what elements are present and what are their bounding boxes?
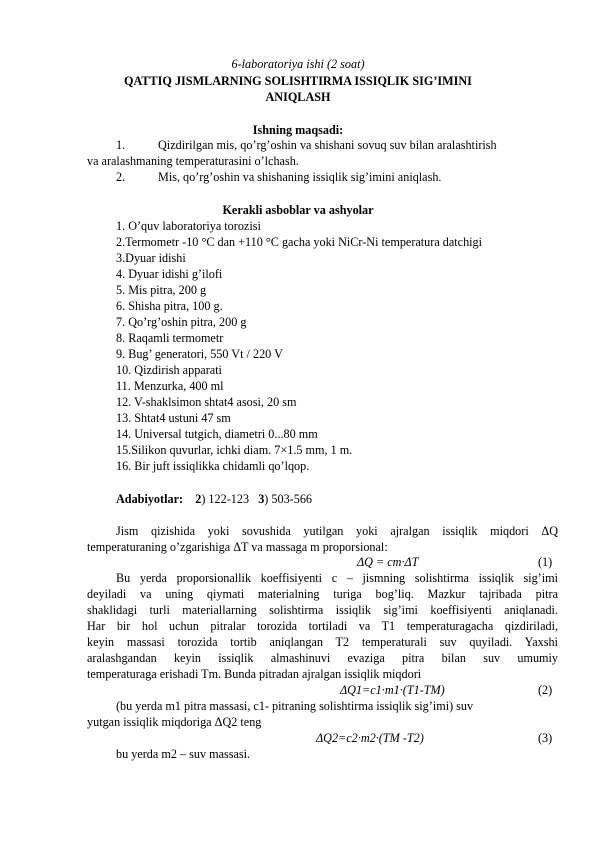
equipment-item: 14. Universal tutgich, diametri 0...80 mm [116,427,318,441]
equipment-item: 3.Dyuar idishi [116,251,186,265]
literature-ref-pages: ) 122-123 [201,492,250,506]
equipment-item: 5. Mis pitra, 200 g [116,283,207,297]
equation-3: ΔQ2=c2·m2·(TM -T2) [316,731,424,745]
equipment-item: 13. Shtat4 ustuni 47 sm [116,411,231,425]
equipment-item: 8. Raqamli termometr [116,331,224,345]
literature-ref-pages: ) 503-566 [264,492,313,506]
paragraph-line: aralashgandan keyin issiqlik almashinuvi evaziga pitra bilan suv umumiy [87,651,558,665]
equipment-item: 10. Qizdirish apparati [116,363,222,377]
aim-item-text: Qizdirilgan mis, qo’rg’oshin va shishani sovuq suv bilan aralashtirish [158,138,497,152]
paragraph-line: (bu yerda m1 pitra massasi, c1- pitraning solishtirma issiqlik sig’imi) suv [116,699,474,713]
paragraph-line: Har bir hol uchun pitralar torozida tortiladi va T1 temperaturagacha qizdiriladi, [87,619,558,633]
page-title-line2: ANIQLASH [265,90,331,104]
literature-line [116,492,312,506]
literature-ref-number: 3 [258,492,265,506]
paragraph-line: temperaturaga erishadi Tm. Bunda pitradan ajralgan issiqlik miqdori [87,667,422,681]
paragraph-line: deyiladi va uning qiymati materialning turiga bog’liq. Mazkur tajribada pitra [87,587,558,601]
aim-item-number: 2. [116,170,126,184]
paragraph-line: Bu yerda proporsionallik koeffisiyenti c – jismning solishtirma issiqlik sig’imi [116,571,558,585]
paragraph-line: temperaturaning o’zgarishiga ΔT va massaga m proporsional: [87,540,388,554]
equipment-item: 4. Dyuar idishi g’ilofi [116,267,223,281]
aim-item-number: 1. [116,138,126,152]
equipment-item: 11. Menzurka, 400 ml [116,379,224,393]
paragraph-line: yutgan issiqlik miqdoriga ΔQ2 teng [87,715,262,729]
equation-number: (3) [538,731,553,745]
equipment-heading: Kerakli asboblar va ashyolar [222,203,374,217]
literature-label: Adabiyotlar: [116,492,184,506]
equation-2: ΔQ1=c1·m1·(T1-TM) [340,683,445,697]
equipment-item: 16. Bir juft issiqlikka chidamli qo’lqop. [116,459,310,473]
equation-number: (2) [538,683,553,697]
paragraph-line: Jism qizishida yoki sovushida yutilgan yoki ajralgan issiqlik miqdori ΔQ [116,524,558,538]
page-title: QATTIQ JISMLARNING SOLISHTIRMA ISSIQLIK SIG’IMINI [124,74,472,88]
equipment-item: 15.Silikon quvurlar, ichki diam. 7×1.5 mm, 1 m. [116,443,353,457]
aims-heading: Ishning maqsadi: [252,123,344,137]
lab-number: 6-laboratoriya ishi (2 soat) [231,57,365,71]
aim-item-text: Mis, qo’rg’oshin va shishaning issiqlik sig’imini aniqlash. [158,170,442,184]
paragraph-line: bu yerda m2 – suv massasi. [116,747,251,761]
equipment-item: 1. O’quv laboratoriya torozisi [116,219,261,233]
paragraph-line: shaklidagi turli materiallarning solishtirma issiqlik sig’imi koeffisiyenti aniqlanadi. [87,603,558,617]
equipment-item: 7. Qo’rg’oshin pitra, 200 g [116,315,247,329]
literature-ref-number: 2 [195,492,202,506]
equipment-item: 2.Termometr -10 °C dan +110 °C gacha yoki NiCr-Ni temperatura datchigi [116,235,483,249]
equipment-item: 12. V-shaklsimon shtat4 asosi, 20 sm [116,395,297,409]
aim-item-text-cont: va aralashmaning temperaturasini o’lchash. [87,154,299,168]
equation-number: (1) [538,555,553,569]
equipment-item: 6. Shisha pitra, 100 g. [116,299,223,313]
paragraph-line: keyin massasi torozida tortib aniqlangan T2 temperaturali suv quyiladi. Yaxshi [87,635,558,649]
equipment-item: 9. Bug’ generatori, 550 Vt / 220 V [116,347,283,361]
equation-1: ΔQ = cm·ΔT [357,555,419,569]
